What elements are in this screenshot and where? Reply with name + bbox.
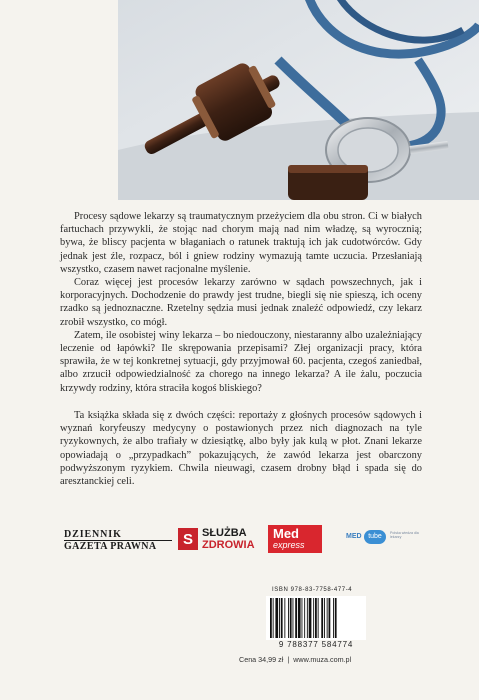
logo-text: Med — [273, 526, 299, 541]
dziennik-gazeta-prawna-logo — [64, 529, 172, 553]
medtube-logo — [346, 529, 426, 551]
barcode-icon — [266, 596, 366, 640]
isbn-text: ISBN 978-83-7758-477-4 — [272, 587, 353, 593]
description-part-2 — [60, 409, 422, 488]
paragraph: Zatem, ile osobistej winy lekarza – bo niedouczony, niestaranny albo uzależniający leczenie od łapówki? Ile skrępowania przepisami? Złej organizacji pracy, która sprawiła, że w tej konkretnej sytuacji, gdy przyjmował 60. pacjenta, czegoś zaniedbał, albo zrzucił odpowiedzialność za chorego na innego lekarza? A ile żalu, poczucia krzywdy rodziny, która straciła kogoś bliskiego? — [60, 329, 422, 394]
logo-text: express — [273, 540, 305, 550]
paragraph: Coraz więcej jest procesów lekarzy zarówno w sądach powszechnych, jak i korporacyjnych. Dochodzenie do prawdy jest trudne, biegli się nie spieszą, ich oceny rzadko są jednoznaczne. Rzetelny sędzia musi jednak znaleźć odpowiedź, czy lekarz zrobił wszystko, co mógł. — [60, 277, 422, 328]
paragraph: Procesy sądowe lekarzy są traumatycznym przeżyciem dla obu stron. Ci w białych fartuchach przywykli, że stojąc nad chorym mają nad nim władzę, są wyrocznią; bywa, że bliscy pacjenta w błaganiach o ratunek traktują ich jak cudotwórców. Gdy jednak jest źle, rozpacz, ból i gniew rodziny wymazują tamte uczucia. Przesłaniają wszystko, czasem nawet racjonalne myślenie. — [60, 211, 422, 275]
sluzba-mark-icon: S — [178, 528, 198, 550]
barcode-number: 9 788377 584774 — [278, 640, 354, 649]
partner-logos — [64, 525, 426, 565]
description-part-1 — [60, 210, 422, 395]
gavel-stethoscope-illustration — [118, 0, 479, 200]
price: Cena 34,99 zł — [239, 655, 284, 664]
logo-text: GAZETA PRAWNA — [64, 540, 172, 553]
logo-tagline: Polska wiedza dla lekarzy — [390, 531, 419, 540]
paragraph: Ta książka składa się z dwóch części: reportaży z głośnych procesów sądowych i wyznań koryfeuszy medycyny o postawionych przez nich diagnozach na tyle ryzykownych, że albo trafiały w dziesiątkę, albo były jak kulą w płot. Znani lekarze opowiadają o „przypadkach” pokazujących, że zawód lekarza jest obarczony podwyższonym ryzykiem. Chwila nieuwagi, czasem drobny błąd i spada się do aresztanckiej celi. — [60, 410, 422, 488]
logo-text: MED — [346, 533, 362, 540]
logo-text: SŁUŻBA ZDROWIA — [202, 527, 255, 551]
price-line: Cena 34,99 zł | www.muza.com.pl — [239, 655, 352, 664]
logo-text: tube — [364, 530, 386, 544]
med-express-logo — [268, 525, 322, 553]
sluzba-zdrowia-logo — [178, 525, 260, 553]
website: www.muza.com.pl — [293, 655, 352, 664]
barcode — [266, 596, 366, 640]
cover-photo-gavel-stethoscope — [118, 0, 479, 200]
logo-text: DZIENNIK — [64, 529, 122, 540]
